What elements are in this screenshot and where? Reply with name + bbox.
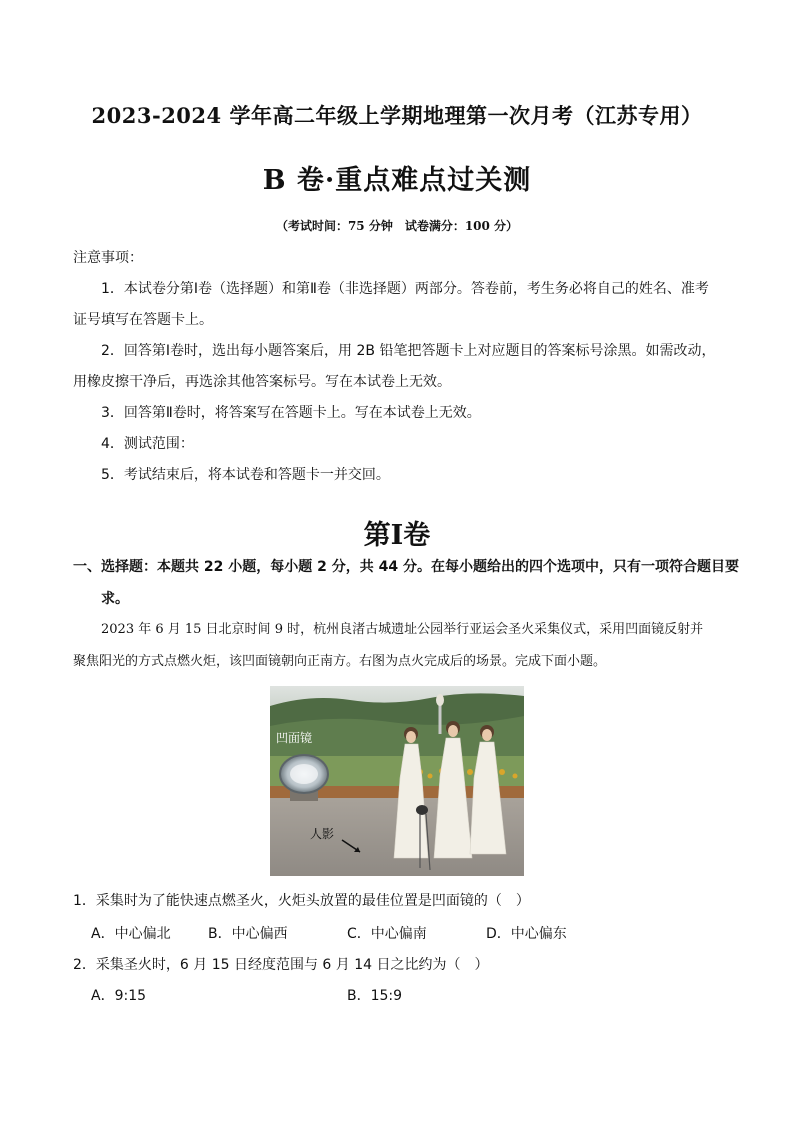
exam-title: 2023-2024 学年高二年级上学期地理第一次月考（江苏专用） xyxy=(91,103,703,128)
question-2-stem: 2．采集圣火时，6 月 15 日经度范围与 6 月 14 日之比约为（ ） xyxy=(73,957,489,973)
section-instruction-line-2: 求。 xyxy=(101,591,129,607)
question-1-option-c[interactable]: C．中心偏南 xyxy=(347,926,427,942)
shadow-label: 人影 xyxy=(310,827,335,841)
notice-item-3: 3．回答第Ⅱ卷时，将答案写在答题卡上。写在本试卷上无效。 xyxy=(101,405,481,421)
section-instruction-line-1: 一、选择题：本题共 22 小题，每小题 2 分，共 44 分。在每小题给出的四个选项中，只有一项符合题目要 xyxy=(73,559,739,575)
exam-time-info: （考试时间：75 分钟 试卷满分：100 分） xyxy=(275,219,519,233)
notice-item-2-line-1: 2．回答第Ⅰ卷时，选出每小题答案后，用 2B 铅笔把答题卡上对应题目的答案标号涂黑。如需改动， xyxy=(101,343,716,359)
mirror-label: 凹面镜 xyxy=(276,731,313,745)
section-title: 第Ⅰ卷 xyxy=(363,520,431,551)
notice-item-2-line-2: 用橡皮擦干净后，再选涂其他答案标号。写在本试卷上无效。 xyxy=(73,374,451,390)
notice-item-1-line-2: 证号填写在答题卡上。 xyxy=(73,312,213,328)
notice-item-1-line-1: 1．本试卷分第Ⅰ卷（选择题）和第Ⅱ卷（非选择题）两部分。答卷前，考生务必将自己的姓名、准考 xyxy=(101,281,709,297)
exam-subtitle: B 卷·重点难点过关测 xyxy=(262,165,532,196)
torch-lighting-photo xyxy=(270,686,524,876)
notice-item-5: 5．考试结束后，将本试卷和答题卡一并交回。 xyxy=(101,467,390,483)
question-2-option-b[interactable]: B．15:9 xyxy=(347,988,403,1004)
question-1-option-d[interactable]: D．中心偏东 xyxy=(486,926,567,942)
notice-item-4: 4．测试范围： xyxy=(101,436,194,452)
question-1-option-a[interactable]: A．中心偏北 xyxy=(91,926,171,942)
question-1-option-b[interactable]: B．中心偏西 xyxy=(208,926,288,942)
notice-heading: 注意事项： xyxy=(73,250,143,266)
question-1-stem: 1．采集时为了能快速点燃圣火，火炬头放置的最佳位置是凹面镜的（ ） xyxy=(73,893,530,909)
context-line-2: 聚焦阳光的方式点燃火炬，该凹面镜朝向正南方。右图为点火完成后的场景。完成下面小题。 xyxy=(73,654,607,669)
question-2-option-a[interactable]: A．9:15 xyxy=(91,988,147,1004)
context-line-1: 2023 年 6 月 15 日北京时间 9 时，杭州良渚古城遗址公园举行亚运会圣火采集仪式，采用凹面镜反射并 xyxy=(101,622,704,637)
